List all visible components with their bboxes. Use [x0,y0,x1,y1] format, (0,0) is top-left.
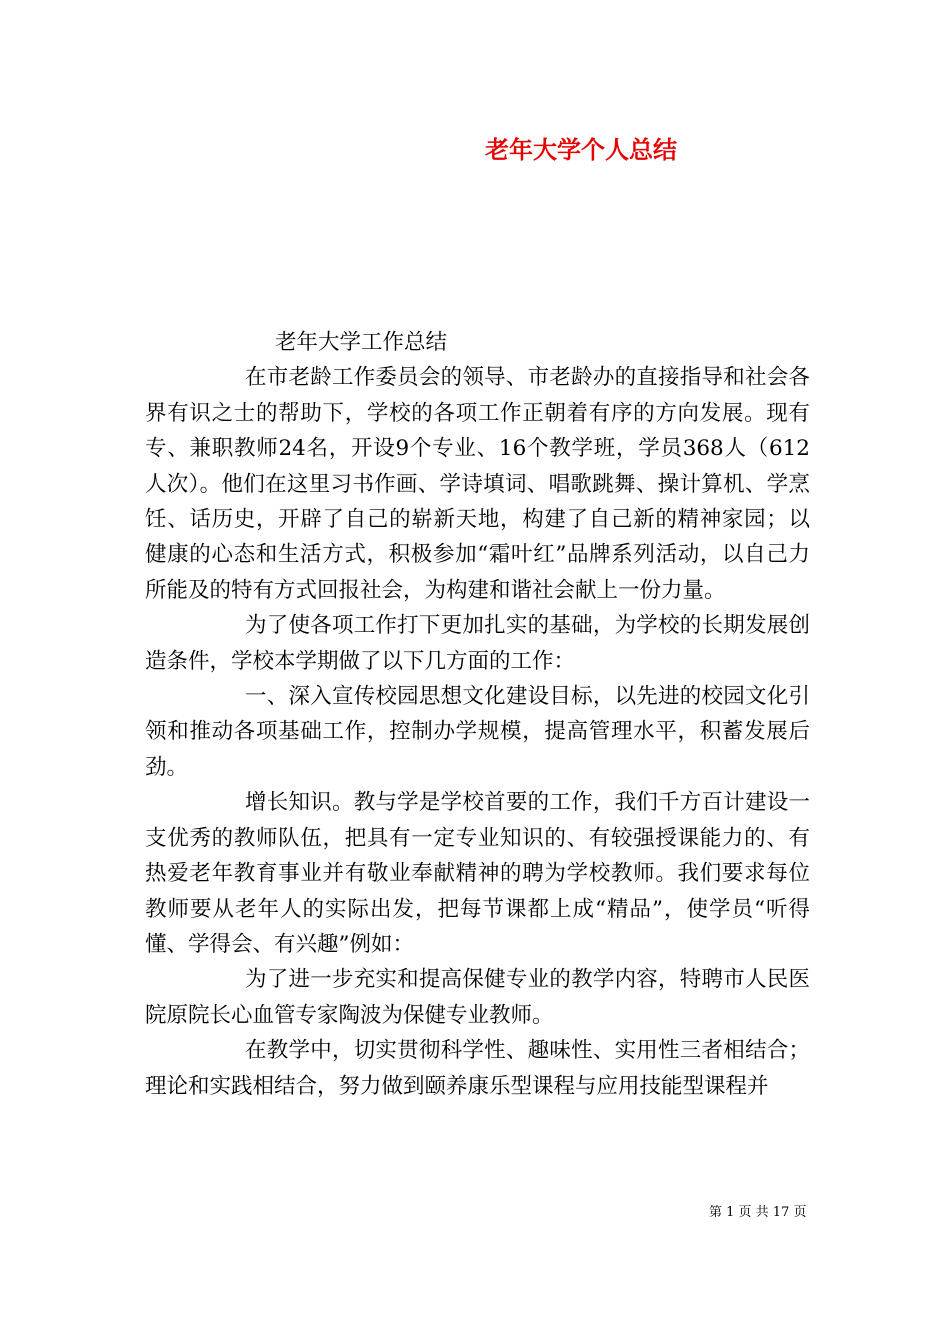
paragraph: 一、深入宣传校园思想文化建设目标，以先进的校园文化引领和推动各项基础工作，控制办学规模，提高管理水平，积蓄发展后劲。 [145,684,810,780]
paragraph: 增长知识。教与学是学校首要的工作，我们千方百计建设一支优秀的教师队伍，把具有一定专业知识的、有较强授课能力的、有热爱老年教育事业并有敬业奉献精神的聘为学校教师。我们要求每位教师要从老年人的实际出发，把每节课都上成“精品”，使学员“听得懂、学得会、有兴趣”例如： [145,790,810,957]
paragraph: 在教学中，切实贯彻科学性、趣味性、实用性三者相结合；理论和实践相结合，努力做到颐养康乐型课程与应用技能型课程并 [145,1038,810,1099]
page-number-footer: 第 1 页 共 17 页 [709,1205,807,1220]
paragraph: 为了使各项工作打下更加扎实的基础，为学校的长期发展创造条件，学校本学期做了以下几方面的工作： [145,613,810,674]
document-subtitle: 老年大学工作总结 [275,330,448,355]
document-title: 老年大学个人总结 [485,135,677,164]
paragraph: 为了进一步充实和提高保健专业的教学内容，特聘市人民医院原院长心血管专家陶波为保健专业教师。 [145,967,810,1028]
document-body [145,325,810,1104]
paragraph: 在市老龄工作委员会的领导、市老龄办的直接指导和社会各界有识之士的帮助下，学校的各项工作正朝着有序的方向发展。现有专、兼职教师24名，开设9个专业、16个教学班，学员368人（612人次）。他们在这里习书作画、学诗填词、唱歌跳舞、操计算机、学烹饪、话历史，开辟了自己的崭新天地，构建了自己新的精神家园；以健康的心态和生活方式，积极参加“霜叶红”品牌系列活动，以自己力所能及的特有方式回报社会，为构建和谐社会献上一份力量。 [145,365,810,603]
